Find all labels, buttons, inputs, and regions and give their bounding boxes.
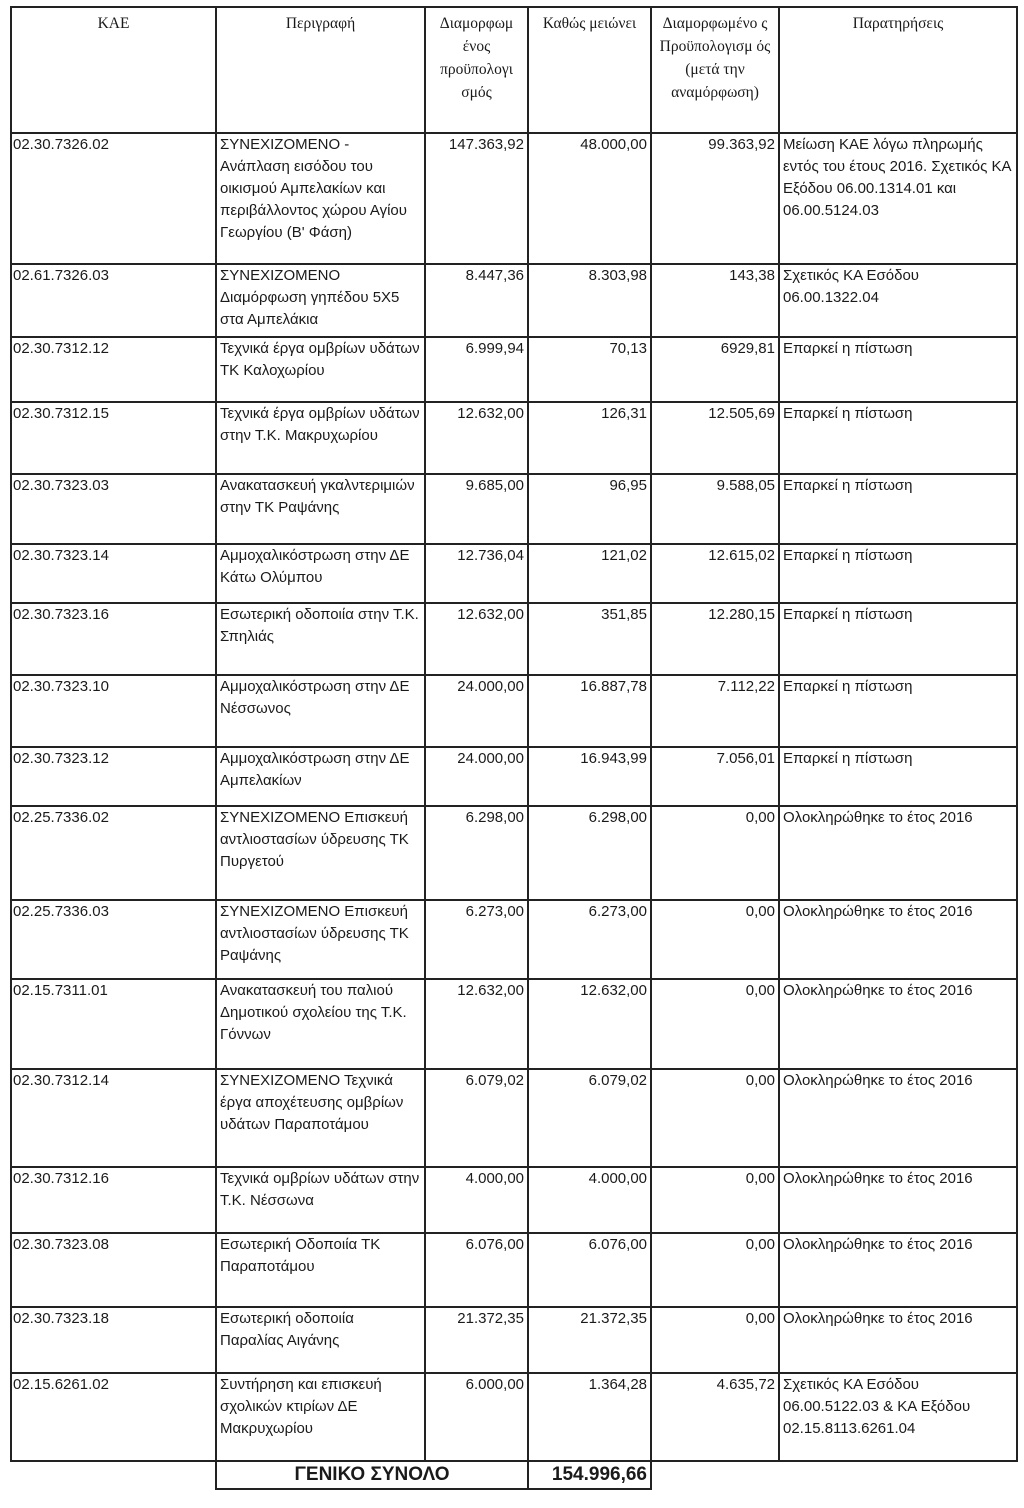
cell-remarks: Ολοκληρώθηκε το έτος 2016: [779, 1069, 1017, 1167]
table-row: [11, 402, 1017, 474]
cell-reduction: 6.076,00: [528, 1233, 651, 1307]
total-label: ΓΕΝΙΚΟ ΣΥΝΟΛΟ: [216, 1461, 528, 1489]
cell-reduction: 126,31: [528, 402, 651, 474]
cell-remarks: Ολοκληρώθηκε το έτος 2016: [779, 1233, 1017, 1307]
cell-remarks: Σχετικός ΚΑ Εσόδου 06.00.1322.04: [779, 264, 1017, 337]
cell-revised-budget: 0,00: [651, 1233, 779, 1307]
cell-formed-budget: 6.000,00: [425, 1373, 528, 1461]
cell-reduction: 351,85: [528, 603, 651, 675]
cell-kae: 02.25.7336.03: [11, 900, 216, 979]
cell-kae: 02.30.7312.14: [11, 1069, 216, 1167]
table-row: [11, 1373, 1017, 1461]
table-row: [11, 675, 1017, 747]
table-row: [11, 979, 1017, 1069]
cell-kae: 02.30.7312.15: [11, 402, 216, 474]
total-value: 154.996,66: [528, 1461, 651, 1489]
cell-remarks: Επαρκεί η πίστωση: [779, 603, 1017, 675]
cell-kae: 02.30.7323.03: [11, 474, 216, 544]
table-header-row: [11, 7, 1017, 133]
cell-formed-budget: 6.999,94: [425, 337, 528, 402]
cell-revised-budget: 9.588,05: [651, 474, 779, 544]
cell-formed-budget: 4.000,00: [425, 1167, 528, 1233]
cell-reduction: 8.303,98: [528, 264, 651, 337]
table-row: [11, 603, 1017, 675]
cell-kae: 02.30.7326.02: [11, 133, 216, 264]
cell-kae: 02.30.7323.12: [11, 747, 216, 806]
cell-kae: 02.25.7336.02: [11, 806, 216, 900]
cell-formed-budget: 6.298,00: [425, 806, 528, 900]
table-row: [11, 133, 1017, 264]
budget-revision-table: [10, 6, 1018, 1490]
table-row: [11, 474, 1017, 544]
header-description: Περιγραφή: [216, 7, 425, 133]
cell-description: Εσωτερική οδοποιία στην Τ.Κ. Σπηλιάς: [216, 603, 425, 675]
table-row: [11, 747, 1017, 806]
total-row: [11, 1461, 1017, 1489]
cell-remarks: Μείωση ΚΑΕ λόγω πληρωμής εντός του έτους 2016. Σχετικός ΚΑ Εξόδου 06.00.1314.01 και 06.00.5124.03: [779, 133, 1017, 264]
cell-revised-budget: 0,00: [651, 1167, 779, 1233]
cell-formed-budget: 147.363,92: [425, 133, 528, 264]
cell-reduction: 1.364,28: [528, 1373, 651, 1461]
cell-kae: 02.30.7312.12: [11, 337, 216, 402]
cell-description: Ανακατασκευή γκαλντεριμιών στην ΤΚ Ραψάνης: [216, 474, 425, 544]
cell-kae: 02.15.6261.02: [11, 1373, 216, 1461]
table-row: [11, 1233, 1017, 1307]
cell-kae: 02.15.7311.01: [11, 979, 216, 1069]
cell-remarks: Επαρκεί η πίστωση: [779, 544, 1017, 603]
cell-description: Αμμοχαλικόστρωση στην ΔΕ Νέσσωνος: [216, 675, 425, 747]
table-row: [11, 544, 1017, 603]
cell-formed-budget: 6.076,00: [425, 1233, 528, 1307]
cell-remarks: Ολοκληρώθηκε το έτος 2016: [779, 1307, 1017, 1373]
cell-kae: 02.30.7323.08: [11, 1233, 216, 1307]
cell-revised-budget: 143,38: [651, 264, 779, 337]
cell-description: Τεχνικά έργα ομβρίων υδάτων στην Τ.Κ. Μακρυχωρίου: [216, 402, 425, 474]
cell-revised-budget: 0,00: [651, 1307, 779, 1373]
header-kae: ΚΑΕ: [11, 7, 216, 133]
cell-kae: 02.30.7323.16: [11, 603, 216, 675]
cell-kae: 02.30.7323.18: [11, 1307, 216, 1373]
cell-description: ΣΥΝΕΧΙΖΟΜΕΝΟ Επισκευή αντλιοστασίων ύδρευσης ΤΚ Ραψάνης: [216, 900, 425, 979]
cell-kae: 02.30.7323.10: [11, 675, 216, 747]
table-row: [11, 264, 1017, 337]
cell-revised-budget: 12.280,15: [651, 603, 779, 675]
cell-revised-budget: 12.615,02: [651, 544, 779, 603]
table-row: [11, 1307, 1017, 1373]
cell-description: Εσωτερική Οδοποιία ΤΚ Παραποτάμου: [216, 1233, 425, 1307]
cell-formed-budget: 12.736,04: [425, 544, 528, 603]
cell-reduction: 6.079,02: [528, 1069, 651, 1167]
table-body: [11, 133, 1017, 1461]
cell-revised-budget: 7.112,22: [651, 675, 779, 747]
cell-revised-budget: 12.505,69: [651, 402, 779, 474]
cell-description: ΣΥΝΕΧΙΖΟΜΕΝΟ Επισκευή αντλιοστασίων ύδρευσης ΤΚ Πυργετού: [216, 806, 425, 900]
cell-reduction: 12.632,00: [528, 979, 651, 1069]
cell-description: ΣΥΝΕΧΙΖΟΜΕΝΟ Διαμόρφωση γηπέδου 5Χ5 στα Αμπελάκια: [216, 264, 425, 337]
cell-description: Αμμοχαλικόστρωση στην ΔΕ Κάτω Ολύμπου: [216, 544, 425, 603]
cell-remarks: Επαρκεί η πίστωση: [779, 337, 1017, 402]
cell-description: Αμμοχαλικόστρωση στην ΔΕ Αμπελακίων: [216, 747, 425, 806]
cell-revised-budget: 6929,81: [651, 337, 779, 402]
cell-revised-budget: 0,00: [651, 806, 779, 900]
header-formed-budget: Διαμορφωμ ένος προϋπολογι σμός: [425, 7, 528, 133]
cell-formed-budget: 9.685,00: [425, 474, 528, 544]
table-row: [11, 337, 1017, 402]
table-row: [11, 806, 1017, 900]
cell-reduction: 6.273,00: [528, 900, 651, 979]
cell-kae: 02.30.7312.16: [11, 1167, 216, 1233]
cell-formed-budget: 24.000,00: [425, 747, 528, 806]
cell-revised-budget: 99.363,92: [651, 133, 779, 264]
cell-remarks: Επαρκεί η πίστωση: [779, 402, 1017, 474]
cell-remarks: Ολοκληρώθηκε το έτος 2016: [779, 806, 1017, 900]
cell-formed-budget: 6.273,00: [425, 900, 528, 979]
cell-reduction: 96,95: [528, 474, 651, 544]
cell-remarks: Ολοκληρώθηκε το έτος 2016: [779, 1167, 1017, 1233]
cell-revised-budget: 7.056,01: [651, 747, 779, 806]
cell-revised-budget: 4.635,72: [651, 1373, 779, 1461]
cell-kae: 02.30.7323.14: [11, 544, 216, 603]
cell-description: ΣΥΝΕΧΙΖΟΜΕΝΟ - Ανάπλαση εισόδου του οικισμού Αμπελακίων και περιβάλλοντος χώρου Αγίου Γεωργίου (Β' Φάση): [216, 133, 425, 264]
cell-reduction: 16.943,99: [528, 747, 651, 806]
cell-reduction: 6.298,00: [528, 806, 651, 900]
cell-reduction: 121,02: [528, 544, 651, 603]
cell-reduction: 70,13: [528, 337, 651, 402]
cell-formed-budget: 21.372,35: [425, 1307, 528, 1373]
cell-reduction: 48.000,00: [528, 133, 651, 264]
cell-description: Ανακατασκευή του παλιού Δημοτικού σχολείου της Τ.Κ. Γόννων: [216, 979, 425, 1069]
cell-remarks: Επαρκεί η πίστωση: [779, 747, 1017, 806]
cell-remarks: Σχετικός ΚΑ Εσόδου 06.00.5122.03 & ΚΑ Εξόδου 02.15.8113.6261.04: [779, 1373, 1017, 1461]
cell-formed-budget: 12.632,00: [425, 402, 528, 474]
cell-formed-budget: 8.447,36: [425, 264, 528, 337]
table-row: [11, 1167, 1017, 1233]
cell-formed-budget: 12.632,00: [425, 603, 528, 675]
cell-kae: 02.61.7326.03: [11, 264, 216, 337]
cell-remarks: Ολοκληρώθηκε το έτος 2016: [779, 900, 1017, 979]
header-revised-budget: Διαμορφωμένο ς Προϋπολογισμ ός (μετά την αναμόρφωση): [651, 7, 779, 133]
cell-formed-budget: 24.000,00: [425, 675, 528, 747]
cell-revised-budget: 0,00: [651, 900, 779, 979]
cell-description: ΣΥΝΕΧΙΖΟΜΕΝΟ Τεχνικά έργα αποχέτευσης ομβρίων υδάτων Παραποτάμου: [216, 1069, 425, 1167]
table-row: [11, 1069, 1017, 1167]
cell-description: Συντήρηση και επισκευή σχολικών κτιρίων ΔΕ Μακρυχωρίου: [216, 1373, 425, 1461]
cell-remarks: Επαρκεί η πίστωση: [779, 474, 1017, 544]
header-reduction: Καθώς μειώνει: [528, 7, 651, 133]
cell-description: Εσωτερική οδοποιία Παραλίας Αιγάνης: [216, 1307, 425, 1373]
cell-formed-budget: 6.079,02: [425, 1069, 528, 1167]
cell-reduction: 4.000,00: [528, 1167, 651, 1233]
cell-revised-budget: 0,00: [651, 979, 779, 1069]
cell-description: Τεχνικά ομβρίων υδάτων στην Τ.Κ. Νέσσωνα: [216, 1167, 425, 1233]
cell-remarks: Επαρκεί η πίστωση: [779, 675, 1017, 747]
budget-revision-table-sheet: [10, 6, 1016, 1490]
cell-reduction: 21.372,35: [528, 1307, 651, 1373]
cell-remarks: Ολοκληρώθηκε το έτος 2016: [779, 979, 1017, 1069]
cell-revised-budget: 0,00: [651, 1069, 779, 1167]
table-row: [11, 900, 1017, 979]
cell-reduction: 16.887,78: [528, 675, 651, 747]
cell-description: Τεχνικά έργα ομβρίων υδάτων ΤΚ Καλοχωρίου: [216, 337, 425, 402]
header-remarks: Παρατηρήσεις: [779, 7, 1017, 133]
cell-formed-budget: 12.632,00: [425, 979, 528, 1069]
